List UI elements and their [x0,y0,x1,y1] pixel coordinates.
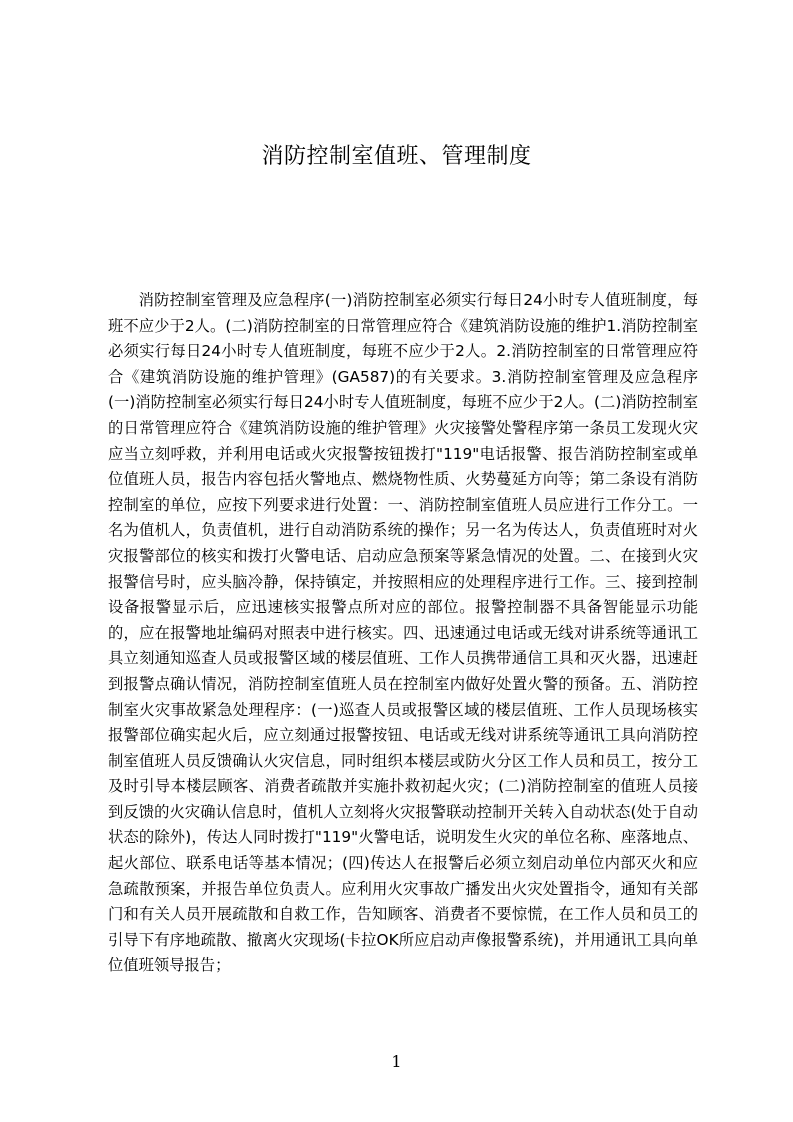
page-title: 消防控制室值班、管理制度 [261,144,532,169]
page-number: 1 [391,1052,402,1071]
body-paragraph: 消防控制室管理及应急程序(一)消防控制室必须实行每日24小时专人值班制度，每班不应少于2人。(二)消防控制室的日常管理应符合《建筑消防设施的维护1.消防控制室必须实行每日24小时专人值班制度，每班不应少于2人。2.消防控制室的日常管理应符合《建筑消防设施的维护管理》(GA587)的有关要求。3.消防控制室管理及应急程序(一)消防控制室必须实行每日24小时专人值班制度，每班不应少于2人。(二)消防控制室的日常管理应符合《建筑消防设施的维护管理》火灾接警处警程序第一条员工发现火灾应当立刻呼救，并利用电话或火灾报警按钮拨打"119"电话报警、报告消防控制室或单位值班人员，报告内容包括火警地点、燃烧物性质、火势蔓延方向等；第二条设有消防控制室的单位，应按下列要求进行处置：一、消防控制室值班人员应进行工作分工。一名为值机人，负责值机，进行自动消防系统的操作；另一名为传达人，负责值班时对火灾报警部位的核实和拨打火警电话、启动应急预案等紧急情况的处置。二、在接到火灾报警信号时，应头脑冷静，保持镇定，并按照相应的处理程序进行工作。三、接到控制设备报警显示后，应迅速核实报警点所对应的部位。报警控制器不具备智能显示功能的，应在报警地址编码对照表中进行核实。四、迅速通过电话或无线对讲系统等通讯工具立刻通知巡查人员或报警区域的楼层值班、工作人员携带通信工具和灭火器，迅速赶到报警点确认情况，消防控制室值班人员在控制室内做好处置火警的预备。五、消防控制室火灾事故紧急处理程序：(一)巡查人员或报警区域的楼层值班、工作人员现场核实报警部位确实起火后，应立刻通过报警按钮、电话或无线对讲系统等通讯工具向消防控制室值班人员反馈确认火灾信息，同时组织本楼层或防火分区工作人员和员工，按分工及时引导本楼层顾客、消费者疏散并实施扑救初起火灾；(二)消防控制室的值班人员接到反馈的火灾确认信息时，值机人立刻将火灾报警联动控制开关转入自动状态(处于自动状态的除外)，传达人同时拨打"119"火警电话，说明发生火灾的单位名称、座落地点、起火部位、联系电话等基本情况；(四)传达人在报警后必须立刻启动单位内部灭火和应急疏散预案，并报告单位负责人。应利用火灾事故广播发出火灾处置指令，通知有关部门和有关人员开展疏散和自救工作，告知顾客、消费者不要惊慌，在工作人员和员工的引导下有序地疏散、撤离火灾现场(卡拉OK所应启动声像报警系统)，并用通讯工具向单位值班领导报告； [108,291,698,975]
